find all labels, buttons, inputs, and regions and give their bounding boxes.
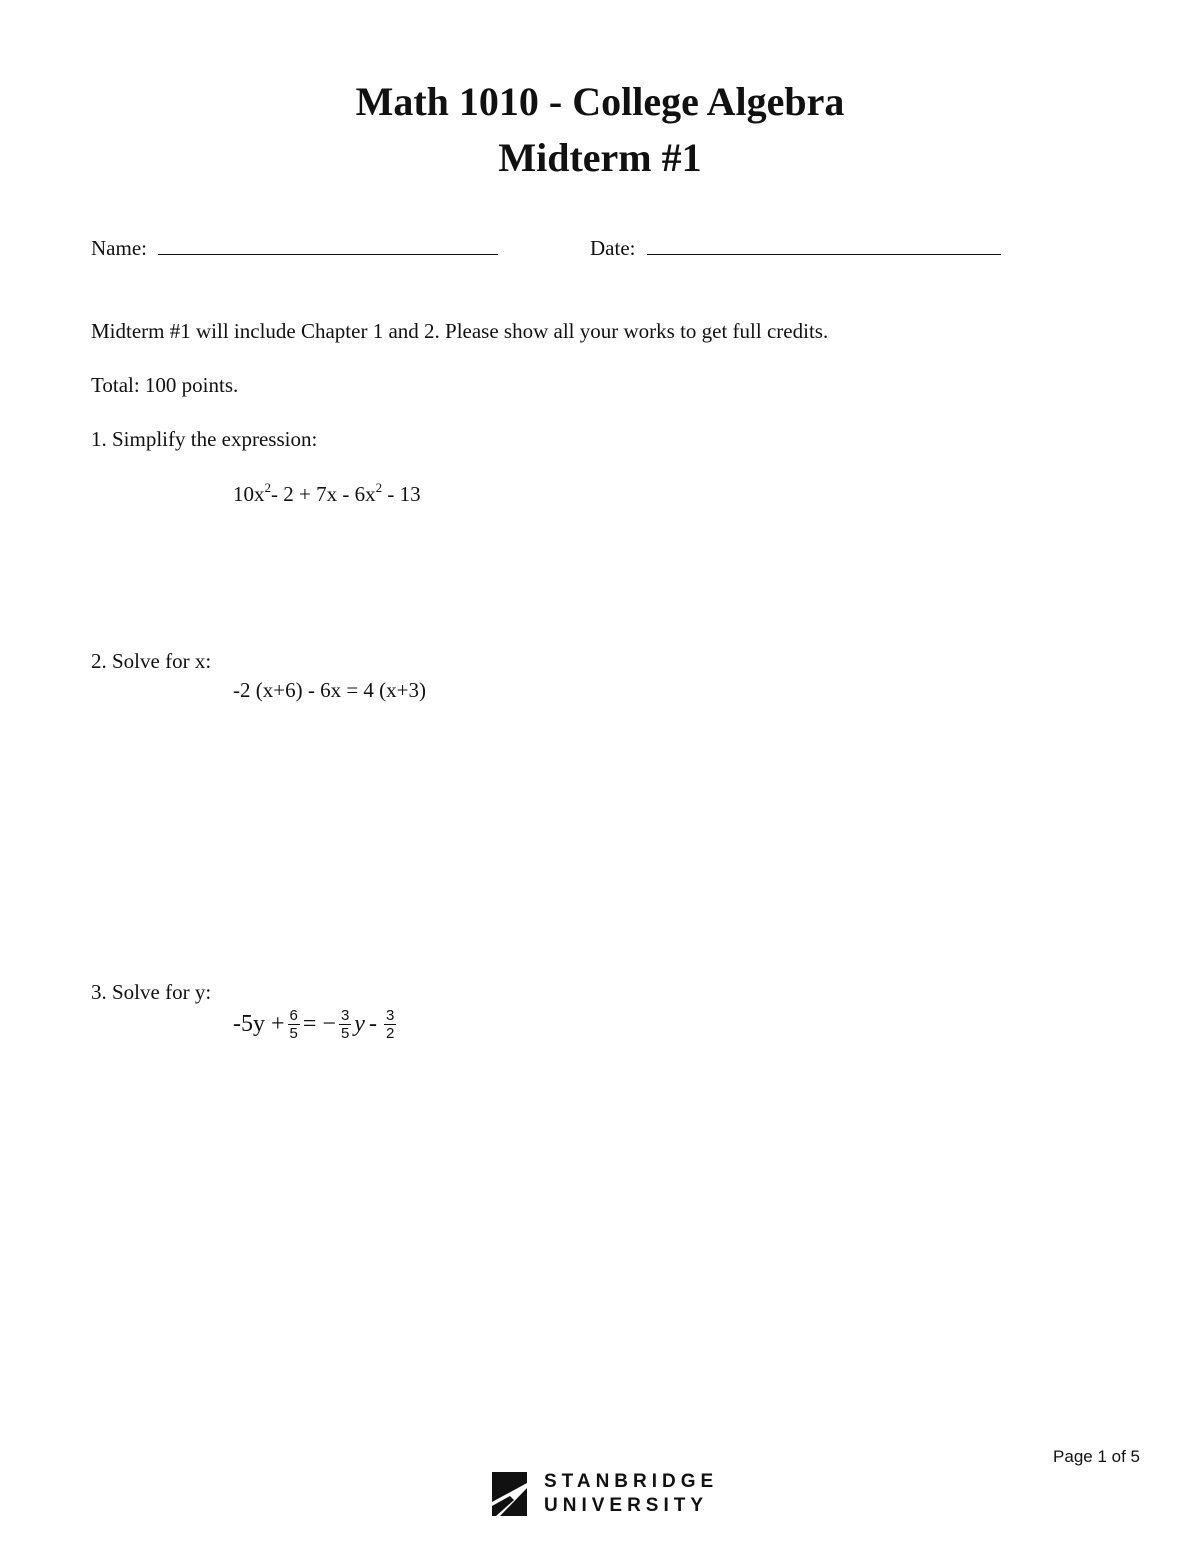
question-2-expression: -2 (x+6) - 6x = 4 (x+3)	[233, 678, 426, 702]
q3-variable: y	[354, 1011, 365, 1037]
q3-fraction	[339, 1007, 351, 1042]
q1-term: - 13	[382, 482, 421, 506]
logo-line-2: UNIVERSITY	[544, 1495, 709, 1516]
name-field	[91, 236, 498, 261]
q3-minus: -	[368, 1011, 377, 1037]
date-field	[590, 236, 1001, 261]
logo-line-1: STANBRIDGE	[544, 1471, 719, 1492]
q3-equals: = −	[302, 1011, 336, 1037]
fraction-denominator: 2	[385, 1025, 395, 1042]
q3-fraction	[288, 1007, 300, 1042]
q1-exponent: 2	[375, 480, 383, 495]
question-1-expression	[233, 482, 421, 507]
q1-exponent: 2	[264, 480, 271, 495]
q3-fraction	[384, 1007, 396, 1042]
page-number: Page 1 of 5	[1053, 1447, 1140, 1466]
fraction-numerator: 3	[385, 1007, 395, 1024]
fraction-numerator: 6	[289, 1007, 298, 1024]
q1-term: 10x	[233, 482, 265, 506]
intro-total: Total: 100 points.	[91, 373, 239, 397]
name-label: Name:	[91, 236, 147, 260]
name-blank-line	[158, 240, 498, 255]
date-label: Date:	[590, 236, 636, 260]
exam-subtitle: Midterm #1	[498, 135, 702, 180]
fraction-denominator: 5	[289, 1025, 298, 1042]
q1-term: - 2 + 7x - 6x	[271, 482, 376, 506]
fraction-numerator: 3	[340, 1007, 350, 1024]
question-3-prompt: 3. Solve for y:	[91, 980, 212, 1004]
date-blank-line	[647, 240, 1001, 255]
intro-instructions: Midterm #1 will include Chapter 1 and 2. Please show all your works to get full credits.	[91, 319, 829, 343]
question-1-prompt: 1. Simplify the expression:	[91, 427, 318, 451]
fraction-denominator: 5	[340, 1025, 350, 1042]
logo-wordmark	[544, 1470, 718, 1518]
question-2-prompt: 2. Solve for x:	[91, 649, 212, 673]
logo-mark-icon	[490, 1471, 528, 1517]
question-3-equation	[233, 1007, 399, 1042]
exam-title: Math 1010 - College Algebra	[355, 79, 845, 124]
q3-lhs: -5y +	[233, 1011, 285, 1037]
university-logo	[490, 1470, 718, 1518]
